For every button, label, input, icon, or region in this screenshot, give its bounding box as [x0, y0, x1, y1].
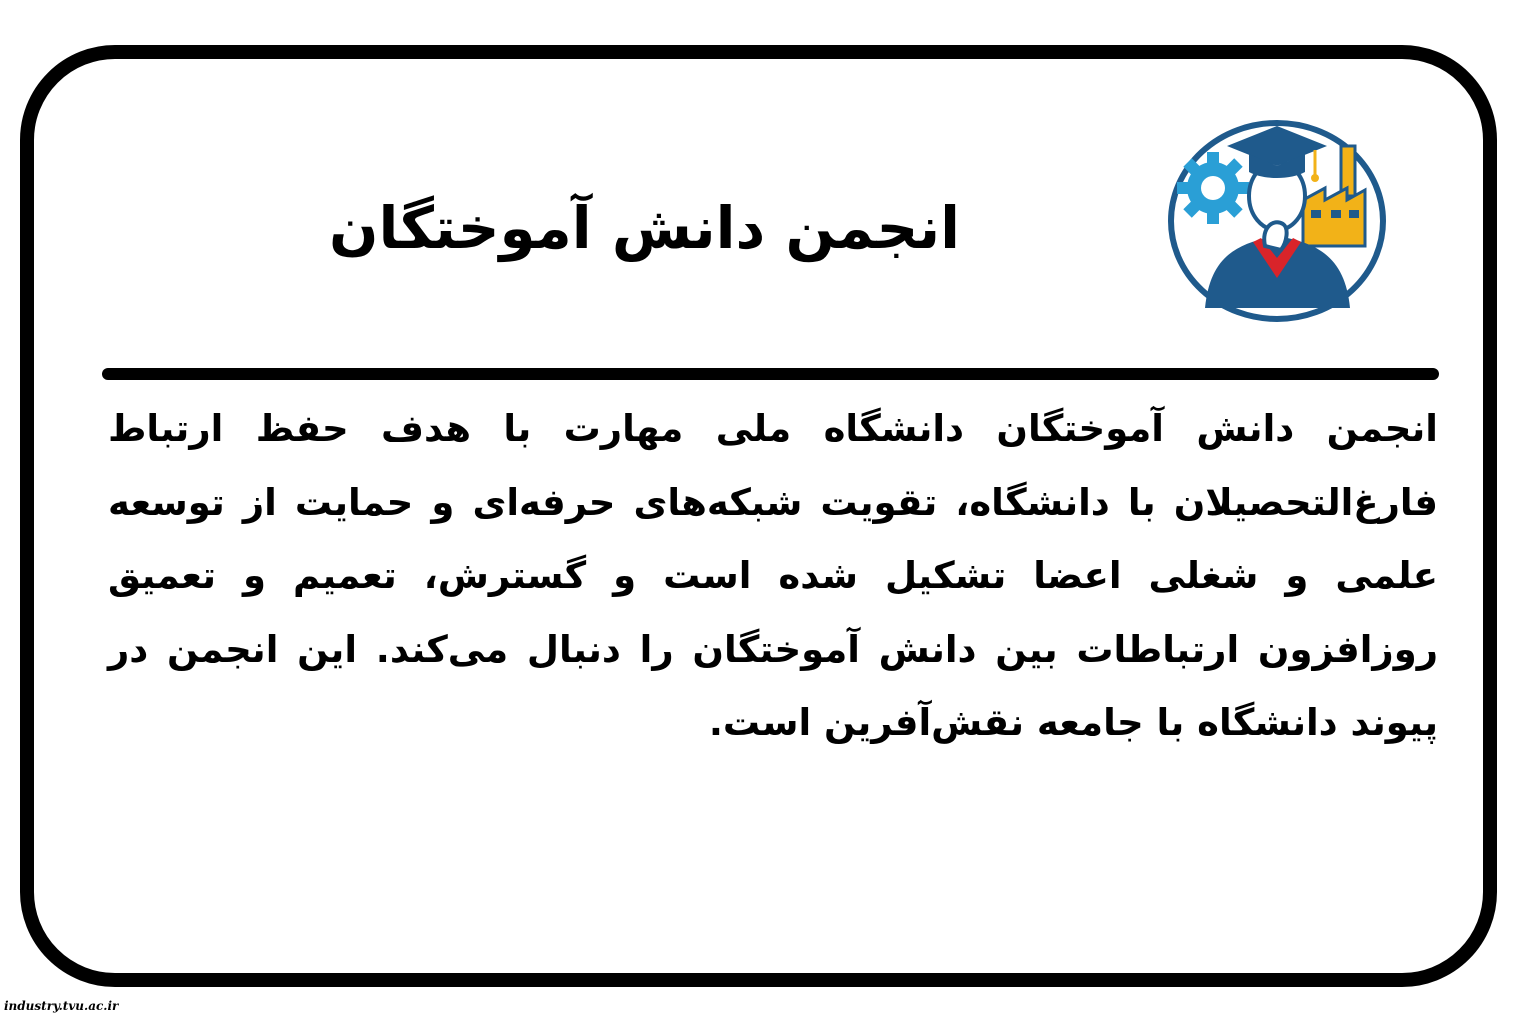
page-title: انجمن دانش آموختگان [329, 194, 960, 262]
body-paragraph: انجمن دانش آموختگان دانشگاه ملی مهارت با هدف حفظ ارتباط فارغ‌التحصیلان با دانشگاه، تقویت شبکه‌های حرفه‌ای و حمایت از توسعه علمی و شغلی اعضا تشکیل شده است و گسترش، تعمیم و تعمیق روزافزون ارتباطات بین دانش آموختگان را دنبال می‌کند. این انجمن در پیوند دانشگاه با جامعه نقش‌آفرین است. [108, 407, 1438, 744]
graduate-industry-icon [1165, 118, 1390, 325]
divider [102, 368, 1439, 380]
footer-url: industry.tvu.ac.ir [0, 996, 102, 1016]
gear-icon [1177, 152, 1249, 224]
graduate-hand [1264, 222, 1286, 250]
